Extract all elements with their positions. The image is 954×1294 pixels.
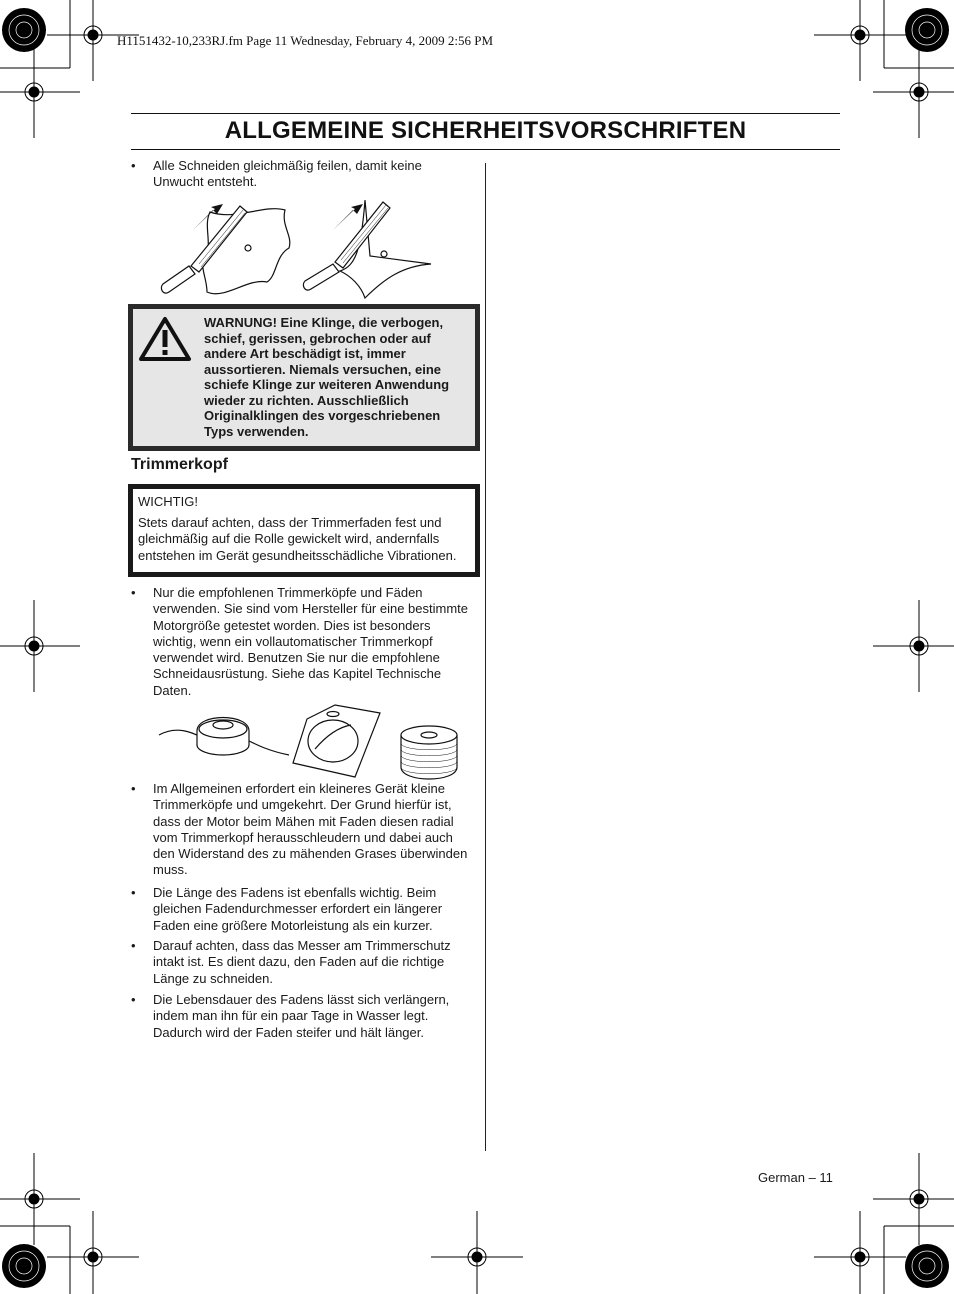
note-text: Stets darauf achten, dass der Trimmerfaden fest und gleichmäßig auf die Rolle gewickelt wird, andernfalls entstehen im Gerät gesundheitsschädliche Vibrationen. (138, 515, 457, 563)
title-rule-top (131, 113, 840, 114)
warning-box (128, 304, 480, 451)
bullet-marker: • (131, 158, 136, 173)
bullet-marker: • (131, 992, 136, 1007)
bullet-marker: • (131, 585, 136, 600)
note-box-inner (133, 489, 475, 572)
list-item-text: Nur die empfohlenen Trimmerköpfe und Fäden verwenden. Sie sind vom Hersteller für eine bestimmte Motorgröße getestet worden. Dies ist besonders wichtig, wenn ein vollautomatischer Trimmerkopf verwendet wird. Benutzen Sie nur die empfohlene Schneidausrüstung. Siehe das Kapitel Technische Daten. (153, 585, 469, 698)
bullet-marker: • (131, 938, 136, 953)
list-item-text: Darauf achten, dass das Messer am Trimmerschutz intakt ist. Es dient dazu, den Faden auf die richtige Länge zu schneiden. (153, 938, 451, 986)
trimmer-head-illustration (157, 705, 463, 779)
bullet-marker: • (131, 781, 136, 796)
blade-filing-illustration (155, 196, 445, 300)
warning-text: WARNUNG! Eine Klinge, die verbogen, schief, gerissen, gebrochen oder auf andere Art beschädigt ist, immer aussortieren. Niemals versuchen, eine schiefe Klinge zur weiteren Anwendung wieder zu richten. Ausschließlich Originalklingen des vorgeschriebenen Typs verwenden. (204, 315, 450, 439)
warning-triangle-icon (139, 316, 191, 362)
list-item-text: Im Allgemeinen erfordert ein kleineres Gerät kleine Trimmerköpfe und umgekehrt. Der Grund hierfür ist, dass der Motor beim Mähen mit Faden diesen radial vom Trimmerkopf herausschleudern und dabei auch den Widerstand des zu mähenden Grases überwinden muss. (153, 781, 468, 878)
section-heading: Trimmerkopf (131, 456, 228, 473)
title-rule-bottom (131, 149, 840, 150)
note-label: WICHTIG! (138, 494, 198, 509)
warning-box-inner (133, 309, 475, 446)
list-item-text: Die Lebensdauer des Fadens lässt sich verlängern, indem man ihn für ein paar Tage in Wasser legt. Dadurch wird der Faden steifer und hält länger. (153, 992, 450, 1040)
page-title: ALLGEMEINE SICHERHEITSVORSCHRIFTEN (224, 117, 747, 144)
list-item-text: Alle Schneiden gleichmäßig feilen, damit keine Unwucht entsteht. (153, 158, 422, 190)
file-header: H1151432-10,233RJ.fm Page 11 Wednesday, February 4, 2009 2:56 PM (117, 33, 494, 48)
page-footer: German – 11 (758, 1170, 833, 1185)
note-box (128, 484, 480, 577)
column-divider (485, 163, 486, 1151)
list-item-text: Die Länge des Fadens ist ebenfalls wichtig. Beim gleichen Fadendurchmesser erfordert ein längerer Faden eine größere Motorleistung als ein kurzer. (153, 885, 443, 933)
bullet-marker: • (131, 885, 136, 900)
